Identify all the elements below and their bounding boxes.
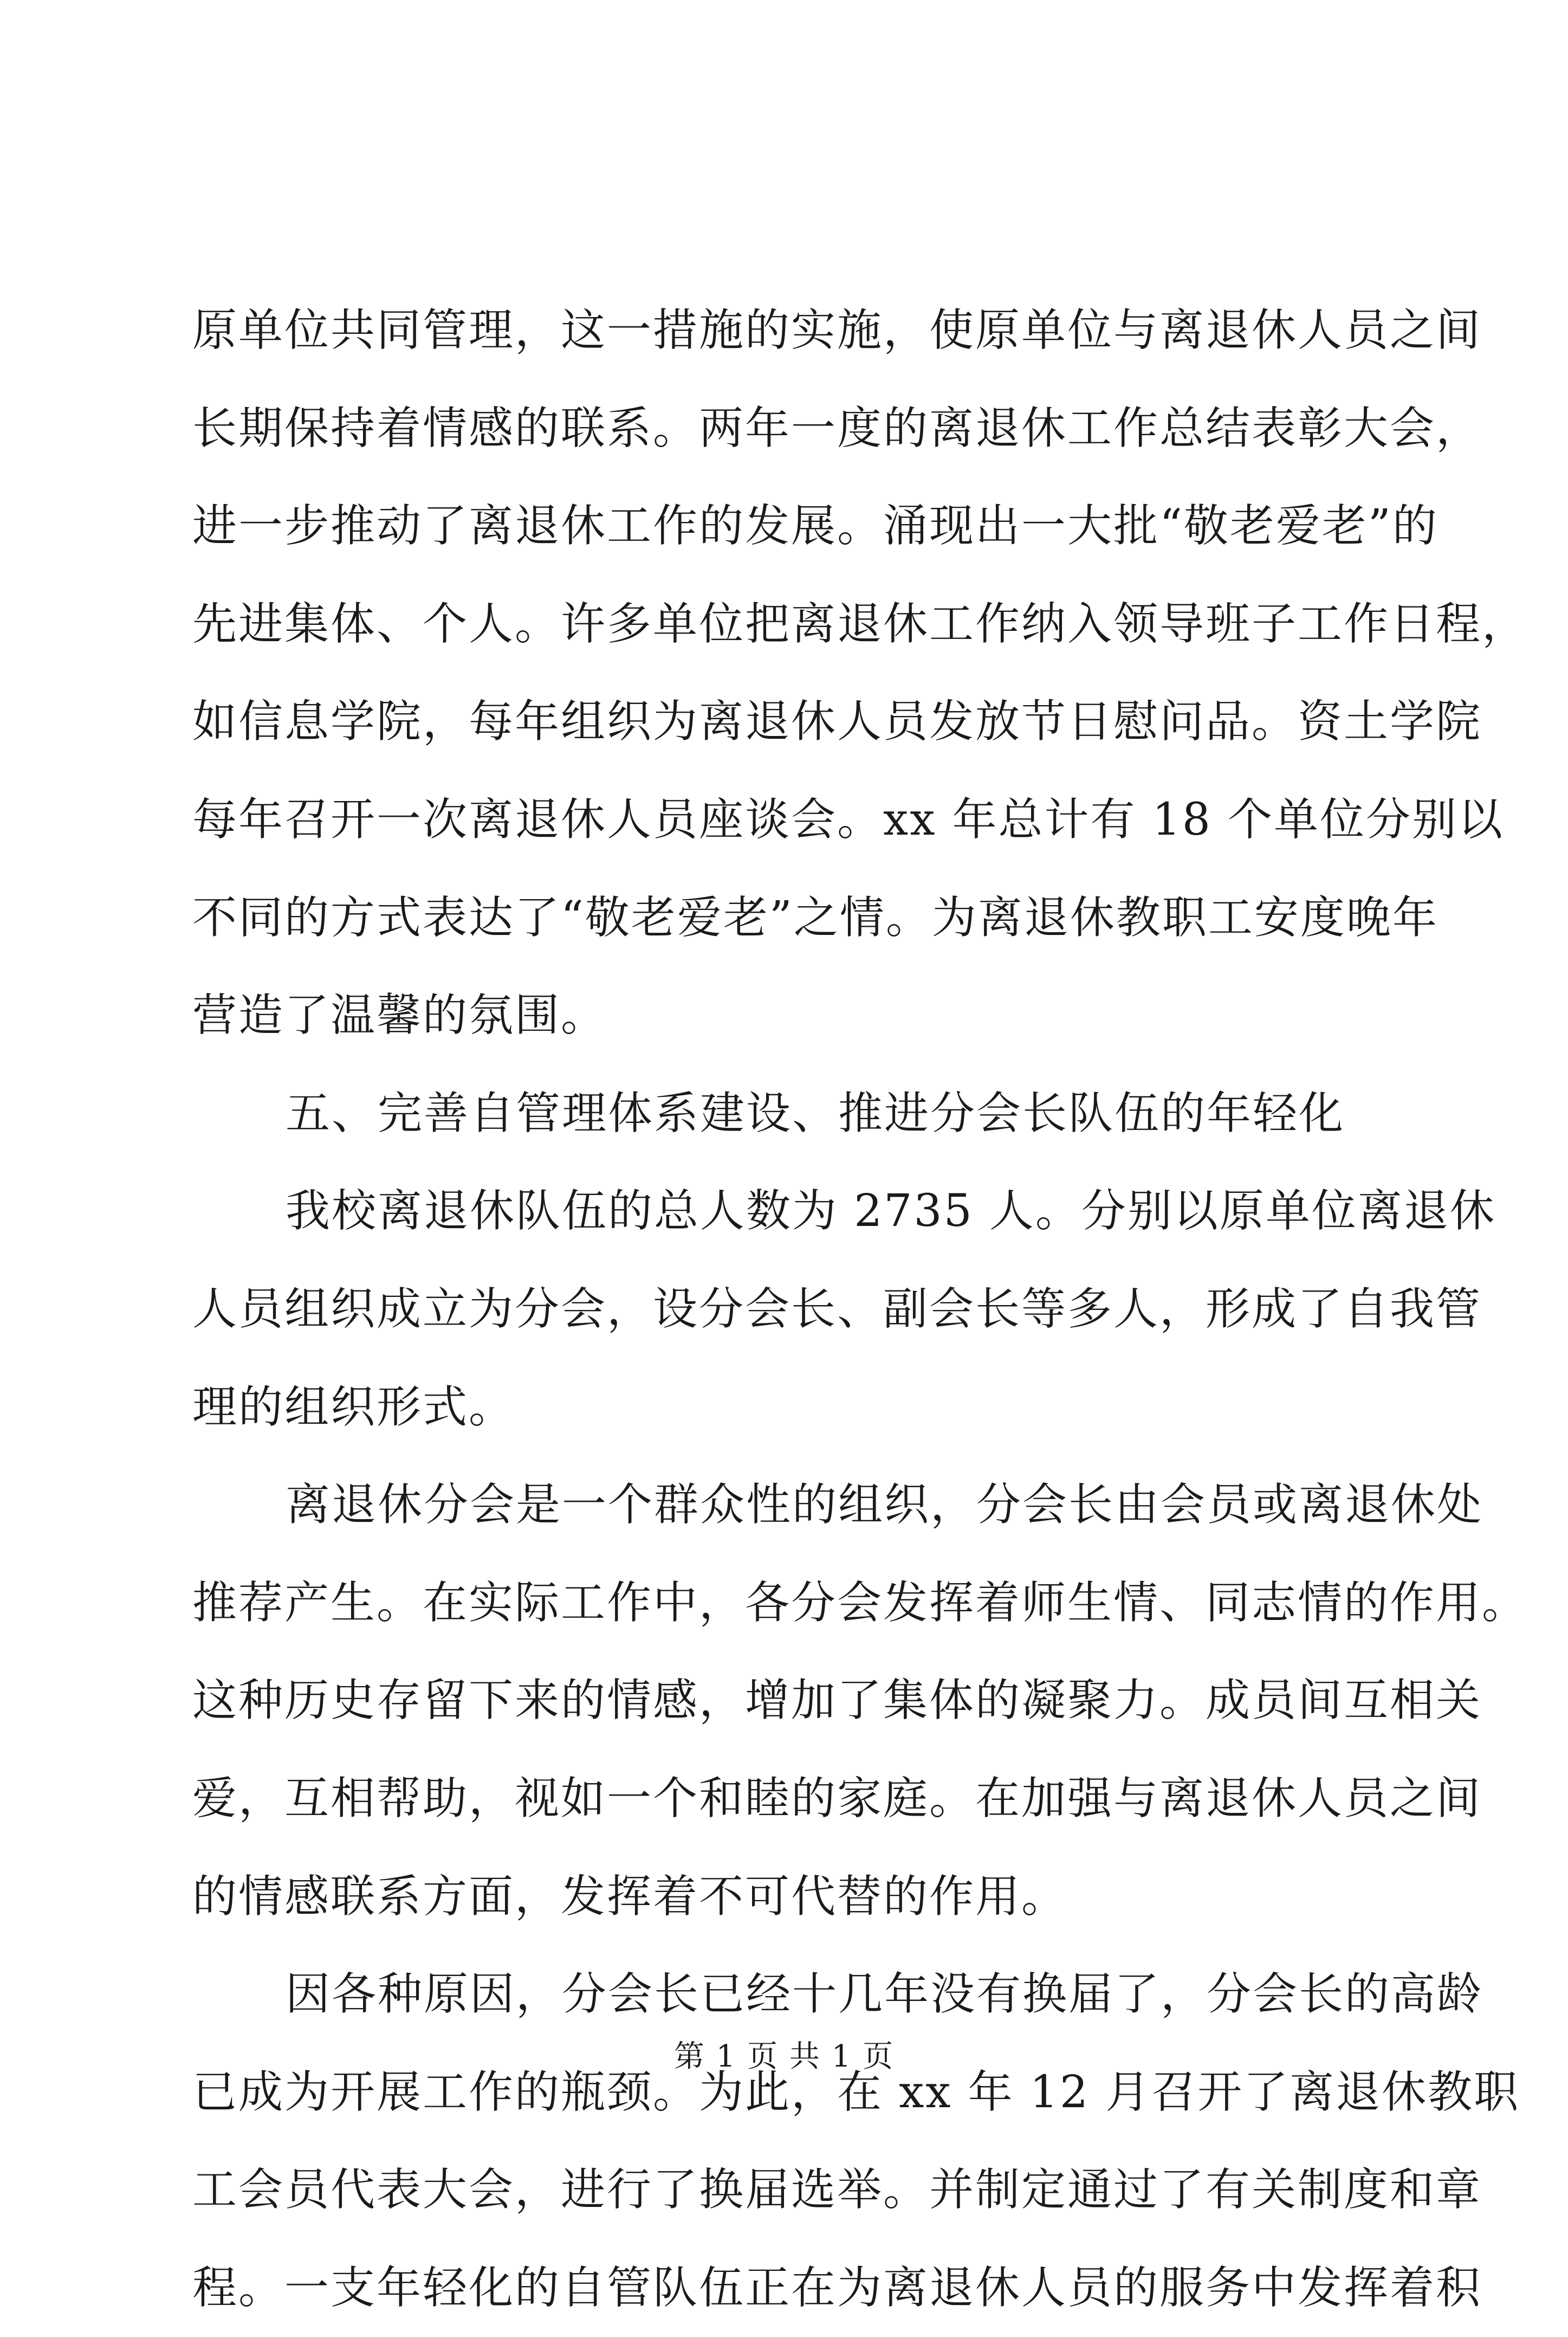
text-line: 理的组织形式。 [192,1381,515,1433]
text-line: 已成为开展工作的瓶颈。为此，在 xx 年 12 月召开了离退休教职 [192,2066,1520,2118]
paragraph-first-line: 因各种原因，分会长已经十几年没有换届了，分会长的高龄 [286,1968,1483,2020]
text-line: 每年召开一次离退休人员座谈会。xx 年总计有 18 个单位分别以 [192,793,1505,845]
paragraph-first-line: 离退休分会是一个群众性的组织，分会长由会员或离退休处 [286,1479,1483,1531]
text-line: 原单位共同管理，这一措施的实施，使原单位与离退休人员之间 [192,305,1482,356]
paragraph-first-line: 我校离退休队伍的总人数为 2735 人。分别以原单位离退休 [286,1185,1496,1237]
text-line: 如信息学院，每年组织为离退休人员发放节日慰问品。资土学院 [192,696,1482,748]
text-line: 营造了温馨的氛围。 [192,990,607,1042]
text-line: 爱，互相帮助，视如一个和睦的家庭。在加强与离退休人员之间 [192,1772,1482,1824]
text-line: 先进集体、个人。许多单位把离退休工作纳入领导班子工作日程， [192,598,1528,650]
text-line: 的情感联系方面，发挥着不可代替的作用。 [192,1870,1068,1922]
text-line: 程。一支年轻化的自管队伍正在为离退休人员的服务中发挥着积 [192,2262,1482,2314]
text-line: 工会员代表大会，进行了换届选举。并制定通过了有关制度和章 [192,2164,1482,2216]
page-number-footer: 第 1 页 共 1 页 [673,2039,895,2074]
text-line: 长期保持着情感的联系。两年一度的离退休工作总结表彰大会， [192,402,1482,454]
text-line: 这种历史存留下来的情感，增加了集体的凝聚力。成员间互相关 [192,1675,1482,1727]
text-line: 推荐产生。在实际工作中，各分会发挥着师生情、同志情的作用。 [192,1577,1528,1629]
text-line: 不同的方式表达了“敬老爱老”之情。为离退休教职工安度晚年 [192,892,1439,944]
section-heading: 五、完善自管理体系建设、推进分会长队伍的年轻化 [286,1087,1345,1139]
document-body [192,282,1528,2337]
text-line: 进一步推动了离退休工作的发展。涌现出一大批“敬老爱老”的 [192,500,1439,552]
text-line: 人员组织成立为分会，设分会长、副会长等多人，形成了自我管 [192,1283,1482,1335]
